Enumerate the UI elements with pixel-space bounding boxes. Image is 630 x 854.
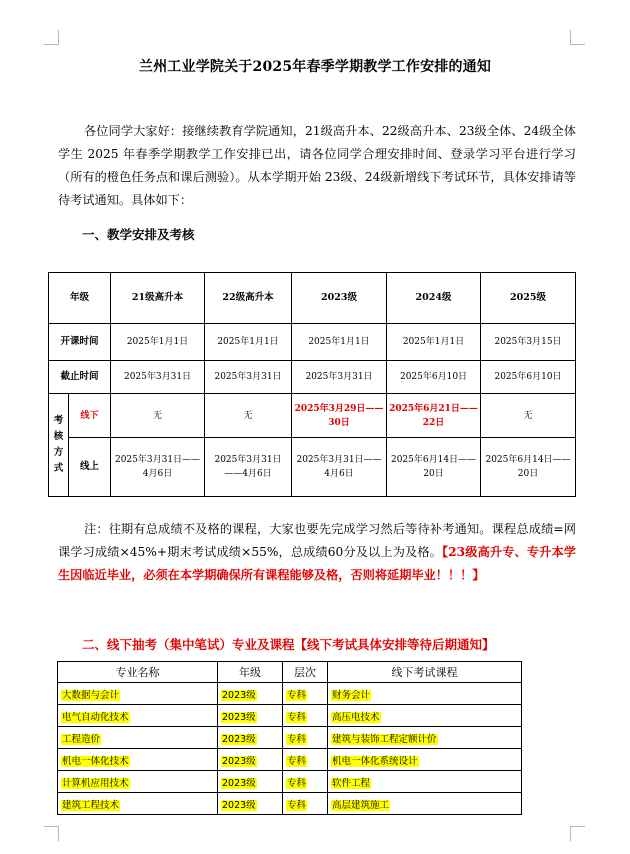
level-value: 专科 [287, 733, 307, 745]
exam-method-label: 考核方式 [53, 415, 64, 474]
start-time-label: 开课时间 [49, 324, 111, 361]
online-cell: 2025年3月31日——4月6日 [205, 438, 292, 497]
crop-mark [570, 30, 585, 45]
course-name: 财务会计 [332, 689, 371, 701]
offline-cell: 2025年3月29日——30日 [292, 394, 387, 438]
end-time-cell: 2025年3月31日 [205, 361, 292, 394]
intro-paragraph: 各位同学大家好：接继续教育学院通知，21级高升本、22级高升本、23级全体、24级全体学生 2025 年春季学期教学工作安排已出，请各位同学合理安排时间、登录学习平台进行学习（所有的橙色任务点和课后测验）。从本学期开始 23级、24级新增线下考试环节，具体安排请等待考试通知。具体如下： [58, 124, 576, 207]
end-time-label: 截止时间 [49, 361, 111, 394]
offline-cell: 无 [205, 394, 292, 438]
course-name: 高层建筑施工 [332, 799, 390, 811]
major-name: 工程造价 [62, 733, 101, 745]
online-label: 线上 [69, 438, 111, 497]
grade-header: 年级 [218, 662, 283, 683]
start-time-cell: 2025年1月1日 [205, 324, 292, 361]
crop-mark [570, 826, 585, 841]
end-time-cell: 2025年3月31日 [111, 361, 205, 394]
courses-header-row [58, 662, 522, 683]
document-title: 兰州工业学院关于2025年春季学期教学工作安排的通知 [138, 59, 492, 75]
online-exam-row [49, 438, 576, 497]
exam-method-label-cell [49, 394, 69, 497]
grade-value: 2023级 [222, 777, 256, 789]
level-value: 专科 [287, 689, 307, 701]
grade-column-header: 2024级 [387, 273, 481, 324]
crop-mark [44, 826, 59, 841]
note-text: 注：往期有总成绩不及格的课程，大家也要先完成学习然后等待补考通知。课程总成绩=网课学习成绩×45%+期末考试成绩×55%，总成绩60分及以上为及格。 [58, 522, 576, 559]
online-cell: 2025年3月31日——4月6日 [292, 438, 387, 497]
online-cell: 2025年6月14日——20日 [481, 438, 576, 497]
start-time-row [49, 324, 576, 361]
crop-mark [44, 30, 59, 45]
end-time-cell: 2025年3月31日 [292, 361, 387, 394]
start-time-cell: 2025年3月15日 [481, 324, 576, 361]
course-name: 机电一体化系统设计 [332, 755, 418, 767]
end-time-cell: 2025年6月10日 [481, 361, 576, 394]
grade-value: 2023级 [222, 711, 256, 723]
start-time-cell: 2025年1月1日 [292, 324, 387, 361]
online-cell: 2025年3月31日——4月6日 [111, 438, 205, 497]
course-name: 软件工程 [332, 777, 371, 789]
offline-cell: 2025年6月21日——22日 [387, 394, 481, 438]
grade-column-header: 2025级 [481, 273, 576, 324]
schedule-header-row [49, 273, 576, 324]
table-row [58, 793, 522, 815]
section-heading-offline-exam: 二、线下抽考（集中笔试）专业及课程【线下考试具体安排等待后期通知】 [82, 637, 495, 652]
grade-value: 2023级 [222, 799, 256, 811]
end-time-cell: 2025年6月10日 [387, 361, 481, 394]
start-time-cell: 2025年1月1日 [111, 324, 205, 361]
table-row [58, 749, 522, 771]
offline-exam-row [49, 394, 576, 438]
course-header: 线下考试课程 [328, 662, 522, 683]
grade-value: 2023级 [222, 755, 256, 767]
grade-column-header: 21级高升本 [111, 273, 205, 324]
note-paragraph [58, 518, 576, 587]
offline-exam-table [57, 661, 522, 815]
table-row [58, 727, 522, 749]
major-name: 大数据与会计 [62, 689, 120, 701]
grade-column-header: 22级高升本 [205, 273, 292, 324]
online-cell: 2025年6月14日——20日 [387, 438, 481, 497]
offline-cell: 无 [481, 394, 576, 438]
table-row [58, 683, 522, 705]
end-time-row [49, 361, 576, 394]
level-value: 专科 [287, 755, 307, 767]
major-name: 计算机应用技术 [62, 777, 129, 789]
major-name: 建筑工程技术 [62, 799, 120, 811]
start-time-cell: 2025年1月1日 [387, 324, 481, 361]
level-value: 专科 [287, 799, 307, 811]
graduation-warning: 【23级高升专、专升本学生因临近毕业，必须在本学期确保所有课程能够及格，否则将延期毕业！！！】 [58, 545, 576, 582]
offline-label: 线下 [69, 394, 111, 438]
offline-cell: 无 [111, 394, 205, 438]
major-name: 机电一体化技术 [62, 755, 129, 767]
section-heading-schedule: 一、教学安排及考核 [82, 227, 195, 242]
major-header: 专业名称 [58, 662, 218, 683]
level-value: 专科 [287, 777, 307, 789]
level-header: 层次 [283, 662, 328, 683]
course-name: 建筑与装饰工程定额计价 [332, 733, 437, 745]
grade-header: 年级 [49, 273, 111, 324]
grade-value: 2023级 [222, 689, 256, 701]
grade-value: 2023级 [222, 733, 256, 745]
grade-column-header: 2023级 [292, 273, 387, 324]
table-row [58, 705, 522, 727]
course-name: 高压电技术 [332, 711, 380, 723]
schedule-table [48, 272, 576, 497]
level-value: 专科 [287, 711, 307, 723]
major-name: 电气自动化技术 [62, 711, 129, 723]
table-row [58, 771, 522, 793]
